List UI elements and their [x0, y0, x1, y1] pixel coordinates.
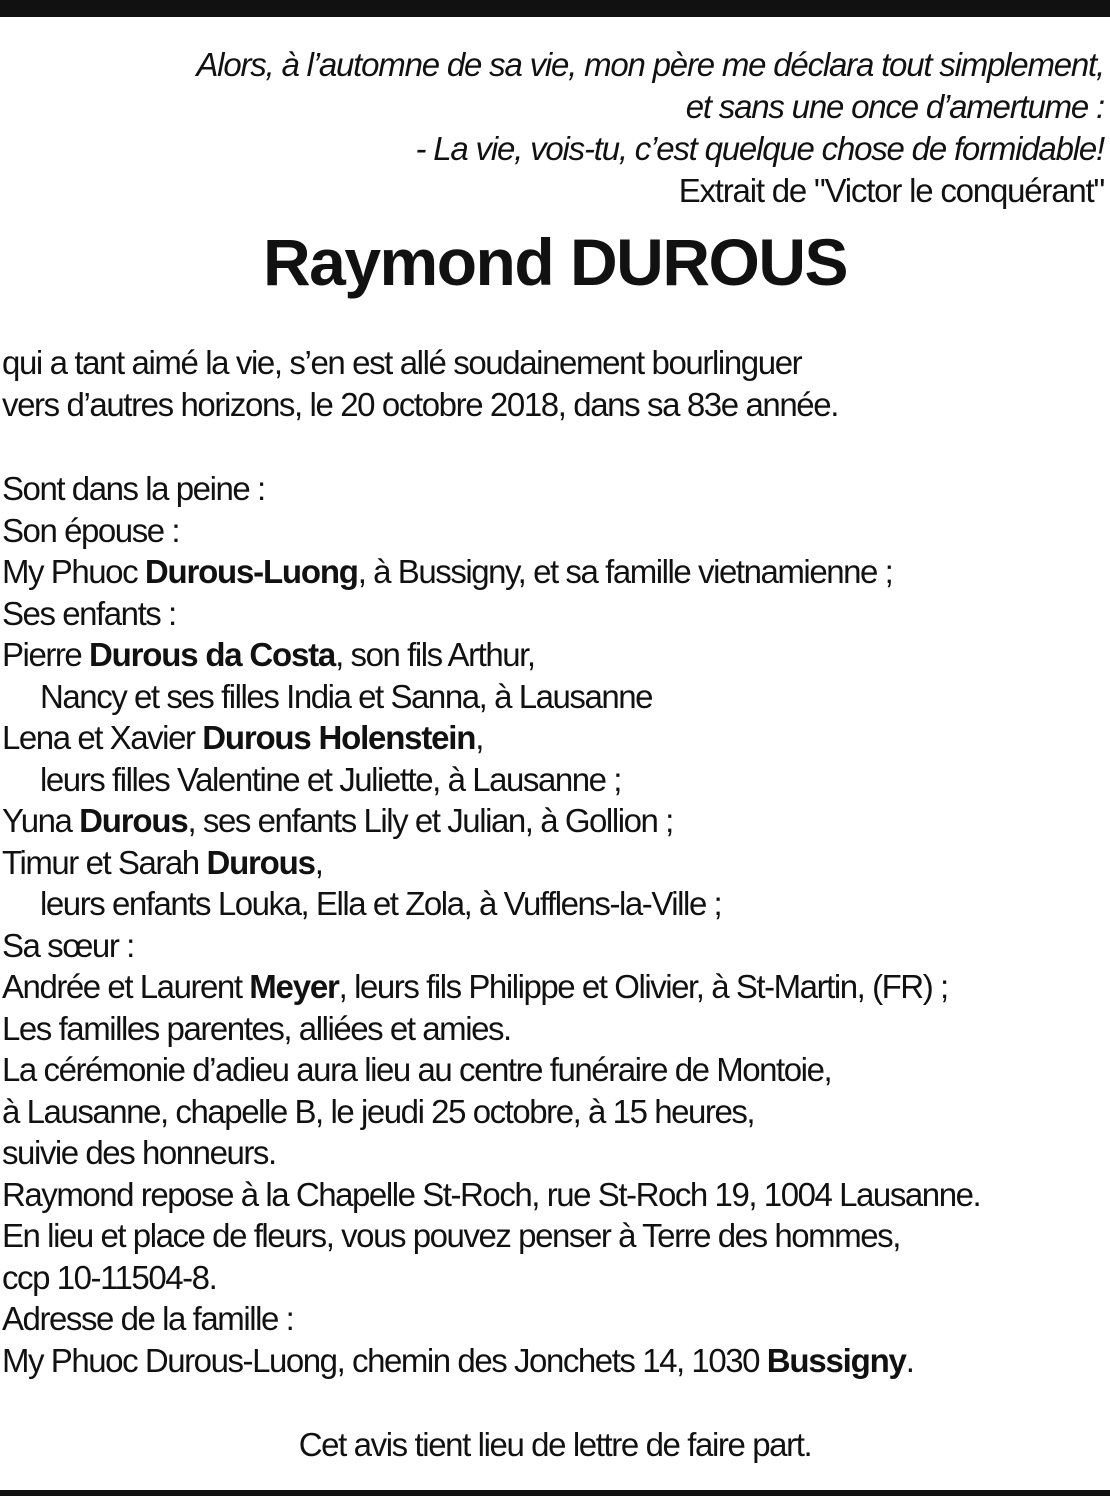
- given-names: Lena et Xavier: [2, 719, 203, 756]
- child-entry: [2, 634, 980, 676]
- surname: Durous: [206, 843, 315, 881]
- ceremony-line: à Lausanne, chapelle B, le jeudi 25 octobre, à 15 heures,: [2, 1092, 755, 1130]
- address-label: Adresse de la famille :: [2, 1300, 294, 1337]
- child-entry: [2, 842, 980, 884]
- surname: Meyer: [249, 968, 339, 1005]
- address-street: My Phuoc Durous-Luong, chemin des Jonchets 14, 1030: [2, 1341, 767, 1379]
- given-names: Yuna: [2, 802, 80, 839]
- given-names: Andrée et Laurent: [2, 968, 250, 1005]
- surname: Durous: [79, 802, 188, 839]
- address-city: Bussigny: [766, 1341, 906, 1379]
- bottom-border-rule: [0, 1490, 1110, 1496]
- given-names: Pierre: [2, 636, 90, 673]
- entry-detail: , à Bussigny, et sa famille vietnamienne ;: [357, 553, 893, 590]
- quote-source: Extrait de "Victor le conquérant": [678, 172, 1104, 209]
- child-entry-continued: Nancy et ses filles India et Sanna, à Lausanne: [40, 677, 653, 715]
- closing-note: Cet avis tient lieu de lettre de faire part.: [298, 1426, 812, 1463]
- child-entry: [2, 800, 980, 842]
- top-border-rule: [0, 0, 1110, 17]
- family-address: [2, 1340, 980, 1382]
- announcement-intro: [2, 342, 838, 426]
- deceased-name: Raymond DUROUS: [262, 225, 848, 299]
- child-entry-continued: leurs filles Valentine et Juliette, à Lausanne ;: [40, 760, 622, 798]
- spouse-entry: [2, 551, 980, 593]
- epigraph-quote: [44, 44, 1104, 212]
- child-entry: [2, 717, 980, 759]
- ceremony-line: suivie des honneurs.: [2, 1134, 276, 1171]
- sister-entry: [2, 966, 980, 1008]
- child-entry-continued: leurs enfants Louka, Ella et Zola, à Vufflens-la-Ville ;: [40, 885, 722, 922]
- rest-place-line: Raymond repose à la Chapelle St-Roch, rue St-Roch 19, 1004 Lausanne.: [2, 1175, 981, 1213]
- mourners-heading: Sont dans la peine :: [2, 470, 265, 507]
- intro-line: vers d’autres horizons, le 20 octobre 2018, dans sa 83e année.: [2, 386, 838, 423]
- entry-detail: ,: [475, 719, 483, 756]
- quote-line: - La vie, vois-tu, c’est quelque chose de formidable!: [415, 130, 1104, 167]
- donation-line: En lieu et place de fleurs, vous pouvez penser à Terre des hommes,: [2, 1217, 900, 1254]
- given-names: My Phuoc: [2, 553, 145, 590]
- surname: Durous-Luong: [144, 553, 358, 590]
- entry-detail: , ses enfants Lily et Julian, à Gollion ;: [187, 802, 673, 839]
- sister-label: Sa sœur :: [2, 926, 134, 964]
- entry-detail: ,: [314, 843, 323, 881]
- entry-detail: , leurs fils Philippe et Olivier, à St-Martin, (FR) ;: [338, 968, 948, 1005]
- quote-line: et sans une once d’amertume :: [685, 88, 1104, 125]
- relatives-line: Les familles parentes, alliées et amies.: [2, 1009, 511, 1047]
- spouse-label: Son épouse :: [2, 511, 180, 549]
- surname: Durous da Costa: [89, 636, 336, 673]
- intro-line: qui a tant aimé la vie, s’en est allé soudainement bourlinguer: [2, 344, 802, 381]
- address-end: .: [905, 1341, 914, 1379]
- donation-account: ccp 10-11504-8.: [2, 1258, 217, 1296]
- children-label: Ses enfants :: [2, 594, 176, 632]
- entry-detail: , son fils Arthur,: [335, 636, 535, 673]
- ceremony-line: La cérémonie d’adieu aura lieu au centre funéraire de Montoie,: [2, 1051, 832, 1088]
- family-list: [2, 468, 980, 1381]
- surname: Durous Holenstein: [202, 719, 476, 756]
- quote-line: Alors, à l’automne de sa vie, mon père me déclara tout simplement,: [196, 46, 1104, 83]
- given-names: Timur et Sarah: [2, 843, 207, 881]
